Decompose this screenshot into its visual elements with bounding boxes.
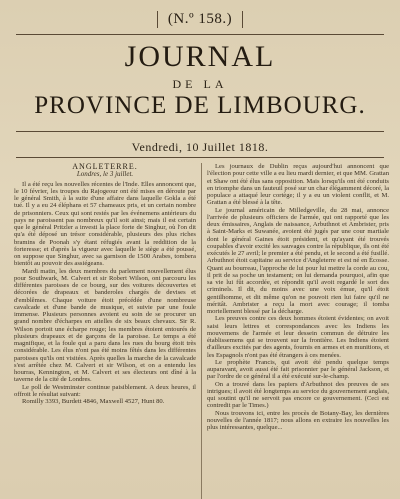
issue-number: (N.º 158.) <box>157 11 243 28</box>
issue-date: Vendredi, 10 Juillet 1818. <box>131 140 269 154</box>
article-paragraph: On a trouvé dans les papiers d'Arbuthnot des preuves de ses intrigues; il avoit été longtemps au service du gouvernement anglais, qui soutint qu'il ne servoit pas encore ce gouvernement. (Ceci est contredit par le Times.) <box>207 380 389 410</box>
left-column <box>14 163 196 499</box>
article-paragraph: Les preuves contre ces deux hommes étoient évidentes; on avoit saisi leurs lettres et correspondances avec les Indiens les mouvemens de l'armée et leur dessein commun de détruire les établissemens qui se trouvent sur la frontière. Les Indiens étoient d'ailleurs excités par des agents, fournis en armes et en munitions, et les Espagnols n'ont pas été étrangers à ces menées. <box>207 315 389 359</box>
column-divider <box>201 163 202 499</box>
article-paragraph: Les journaux de Dublin reçus aujourd'hui annoncent que l'élection pour cette ville a eu lieu mardi dernier, et que MM. Grattan et Shaw ont été élus sans opposition. Mais lorsqu'ils ont été conduits en triomphe dans un fauteuil posé sur un char élégamment décoré, la populace a attaqué leur cortège; il y a eu un violent conflit, et M. Grattan a été blessé à la tête. <box>207 163 389 207</box>
section-heading: ANGLETERRE. <box>72 163 138 171</box>
article-paragraph: Il a été reçu les nouvelles récentes de l'Inde. Elles annoncent que, le 10 février, les troupes du Rajogeour ont été mises en déroute par le général Smith, à la suite d'une affaire dans laquelle Gokla a été tué. Il y a eu 24 éléphans et 57 chameaux pris, et un certain nombre de prisonniers. Ceux qui sont restés par les événemens antérieurs du pays ne paroissent pas nombreux qu'il soit ainsi; mais il est certain que le général Pritzler a investi la place forte de Singhur, où l'on dit qu'a été déposé un trésor considérable, plusieurs des plus riches bramins de Poonah s'y étant réfugiés avant la reddition de la forteresse; et d'après la vigueur avec laquelle le siège a été poussé, on suppose que Singhur, avec sa garnison de 1500 Arabes, tombera bientôt au pouvoir des assiégeans. <box>14 180 196 268</box>
issue-number-bar <box>0 7 400 31</box>
article-paragraph: Nous trouvons ici, entre les procès de Botany-Bay, les dernières nouvelles de l'année 1817; nous allons en extraire les nouvelles les plus intéressantes, quelque... <box>207 409 389 431</box>
masthead-rule-upper <box>16 131 384 132</box>
article-paragraph: Romilly 3393, Burdett 4846, Maxwell 4527, Hunt 80. <box>22 398 165 405</box>
right-column <box>207 163 389 499</box>
top-rule <box>16 34 384 35</box>
article-paragraph: Le poll de Westminster continue paisiblement. A deux heures, il offroit le résultat suivant: <box>14 383 196 398</box>
article-paragraph: Mardi matin, les deux membres du parlement nouvellement élus pour Southwark, M. Calvert et sir Robert Wilson, ont parcouru les différentes paroisses de ce bourg, sur des voitures découvertes et décorées de drapeaux et banderoles chargés de devises et d'emblêmes. Chaque voiture étoit précédée d'une nombreuse cavalcade et d'une bande de musique, et suivie par une foule immense. Plusieurs personnes avoient eu soin de se procurer un grand nombre d'écharpes en attelles de six beaux chevaux. Sir R. Wilson portoit une écharpe rouge; les membres étoient entourés de plusieurs drapeaux et de garçons de la paroisse. Le temps a été magnifique, et la foule qui a paru dans les rues du bourg étoit très considérable. Les élus n'ont pas été moins fêtés dans les différentes paroisses qu'ils ont visitées. Après quelles la marche de la cavalcade s'est arrêtée chez M. Calvert et sir Wilson, et on a entendu les hourras, Kennington, et M. Calvert et ses électeurs ont dîné à la taverne de la cité de Londres. <box>14 267 196 384</box>
masthead-title-journal: JOURNAL <box>124 40 276 73</box>
article-paragraph: Le prophète Francis, qui avoit été pendu quelque temps auparavant, avoit aussi été fait prisonnier par le général Jackson, et par l'ordre de ce général il a été exécuté sur-le-champ. <box>207 358 389 381</box>
masthead-rule-lower <box>16 157 384 158</box>
masthead-title-de-la: DE LA <box>172 77 228 91</box>
masthead-title-province: PROVINCE DE LIMBOURG. <box>34 92 366 119</box>
section-dateline: Londres, le 3 juillet. <box>76 170 134 179</box>
article-paragraph: Le journal américain de Milledgeville, du 28 mai, annonce l'arrivée de plusieurs officiers de l'armée, qui ont rapporté que les deux émissaires, Anglais de naissance, Arbuthnot et Ambrister, pris à Saint-Marks et Suwanée, avoient été jugés par une cour martiale dont le général Gaines étoit président, et qu'ayant été trouvés coupables d'avoir excité les sauvages contre la république, ils ont été exécutés le 27 avril; le premier a été pendu, et le second a été fusillé. Arbuthnot étoit capitaine au service d'Angleterre et est né en Écosse. Quant au bourreau, l'approche de lui pour lui mettre la corde au cou, il prit de sa poche un testament; on lui demanda pourquoi, afin que sa vie lui fût accordée, et répondit qu'il avoit regardé le sort des criminels. Il dit, du moins avec une voix émue, qu'il étoit gentilhomme, et dit même qu'on ne pouvoit rien lui faire qu'il ne méritât. Ambrister a reçu la mort avec courage; il tomba mortellement blessé par la décharge. <box>207 206 389 315</box>
